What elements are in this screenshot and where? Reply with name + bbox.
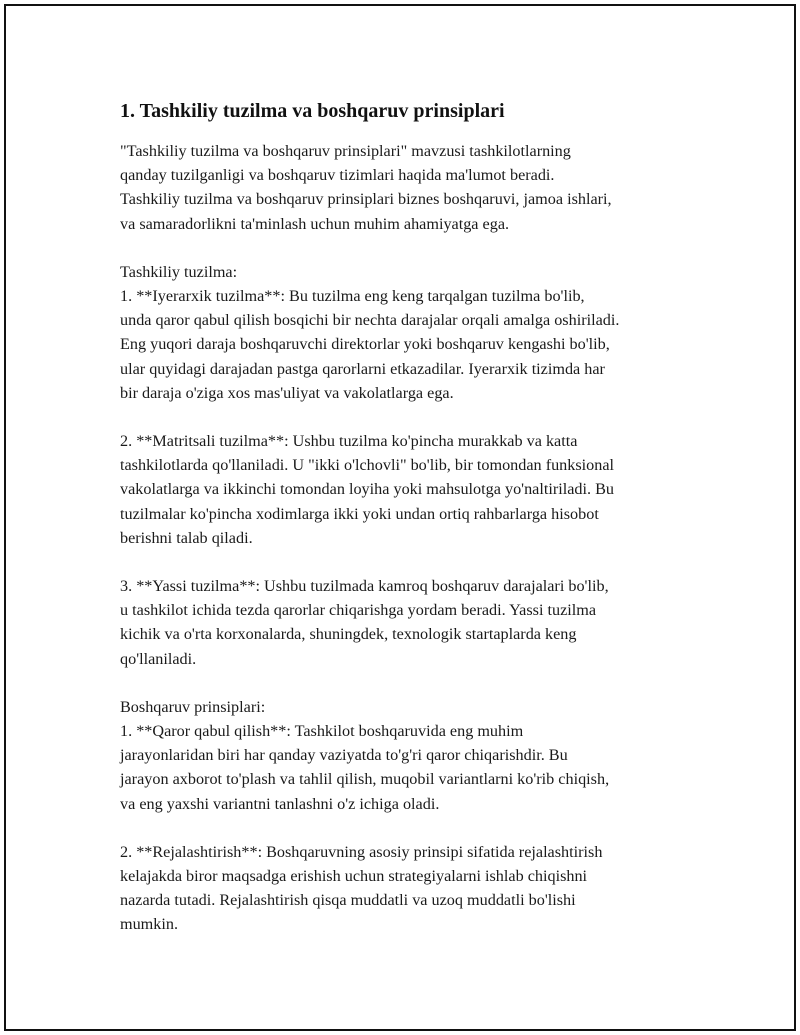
paragraph-line: "Tashkiliy tuzilma va boshqaruv prinsiplari" mavzusi tashkilotlarning [120,142,571,160]
paragraph-line: mumkin. [120,915,179,934]
paragraph-line: 3. **Yassi tuzilma**: Ushbu tuzilmada kamroq boshqaruv darajalari bo'lib, [120,577,609,596]
paragraph-line: u tashkilot ichida tezda qarorlar chiqarishga yordam beradi. Yassi tuzilma [120,601,597,620]
document-body [120,139,710,937]
paragraph-line: Tashkiliy tuzilma: [120,262,238,281]
paragraph-line: qo'llaniladi. [120,649,197,668]
paragraph-line: 1. **Iyerarxik tuzilma**: Bu tuzilma eng keng tarqalgan tuzilma bo'lib, [120,287,585,306]
paragraph-line: qanday tuzilganligi va boshqaruv tizimlari haqida ma'lumot beradi. [120,166,555,185]
paragraph-line: va eng yaxshi variantni tanlashni o'z ichiga oladi. [120,794,440,813]
paragraph-line: vakolatlarga va ikkinchi tomondan loyiha yoki mahsulotga yo'naltiriladi. Bu [120,480,614,499]
paragraph-line: nazarda tutadi. Rejalashtirish qisqa muddatli va uzoq muddatli bo'lishi [120,891,576,910]
paragraph-line: bir daraja o'ziga xos mas'uliyat va vakolatlarga ega. [120,383,454,402]
paragraph [120,260,710,405]
paragraph-line: 2. **Matritsali tuzilma**: Ushbu tuzilma ko'pincha murakkab va katta [120,432,578,451]
paragraph [120,840,710,937]
paragraph-line: Boshqaruv prinsiplari: [120,697,266,716]
paragraph-line: va samaradorlikni ta'minlash uchun muhim ahamiyatga ega. [120,214,510,233]
paragraph [120,139,710,236]
paragraph-line: 1. **Qaror qabul qilish**: Tashkilot boshqaruvida eng muhim [120,722,524,741]
paragraph-line: kelajakda biror maqsadga erishish uchun strategiyalarni ishlab chiqishni [120,867,588,886]
paragraph-line: berishni talab qiladi. [120,528,253,547]
paragraph-line: tashkilotlarda qo'llaniladi. U "ikki o'lchovli" bo'lib, bir tomondan funksional [120,456,615,475]
document-page [4,4,796,1031]
paragraph [120,574,710,671]
paragraph [120,429,710,550]
paragraph-line: Tashkiliy tuzilma va boshqaruv prinsiplari biznes boshqaruvi, jamoa ishlari, [120,190,612,209]
paragraph-line: jarayonlaridan biri har qanday vaziyatda to'g'ri qaror chiqarishdir. Bu [120,746,568,765]
paragraph-line: ular quyidagi darajadan pastga qarorlarni etkazadilar. Iyerarxik tizimda har [120,359,605,378]
paragraph [120,695,710,816]
paragraph-line: Eng yuqori daraja boshqaruvchi direktorlar yoki boshqaruv kengashi bo'lib, [120,335,610,354]
paragraph-line: unda qaror qabul qilish bosqichi bir nechta darajalar orqali amalga oshiriladi. [120,311,620,330]
paragraph-line: jarayon axborot to'plash va tahlil qilish, muqobil variantlarni ko'rib chiqish, [120,770,610,789]
document-title: 1. Tashkiliy tuzilma va boshqaruv prinsiplari [120,100,505,122]
paragraph-line: tuzilmalar ko'pincha xodimlarga ikki yoki undan ortiq rahbarlarga hisobot [120,504,599,523]
paragraph-line: 2. **Rejalashtirish**: Boshqaruvning asosiy prinsipi sifatida rejalashtirish [120,842,603,861]
paragraph-line: kichik va o'rta korxonalarda, shuningdek, texnologik startaplarda keng [120,625,577,644]
document-content [120,97,710,961]
